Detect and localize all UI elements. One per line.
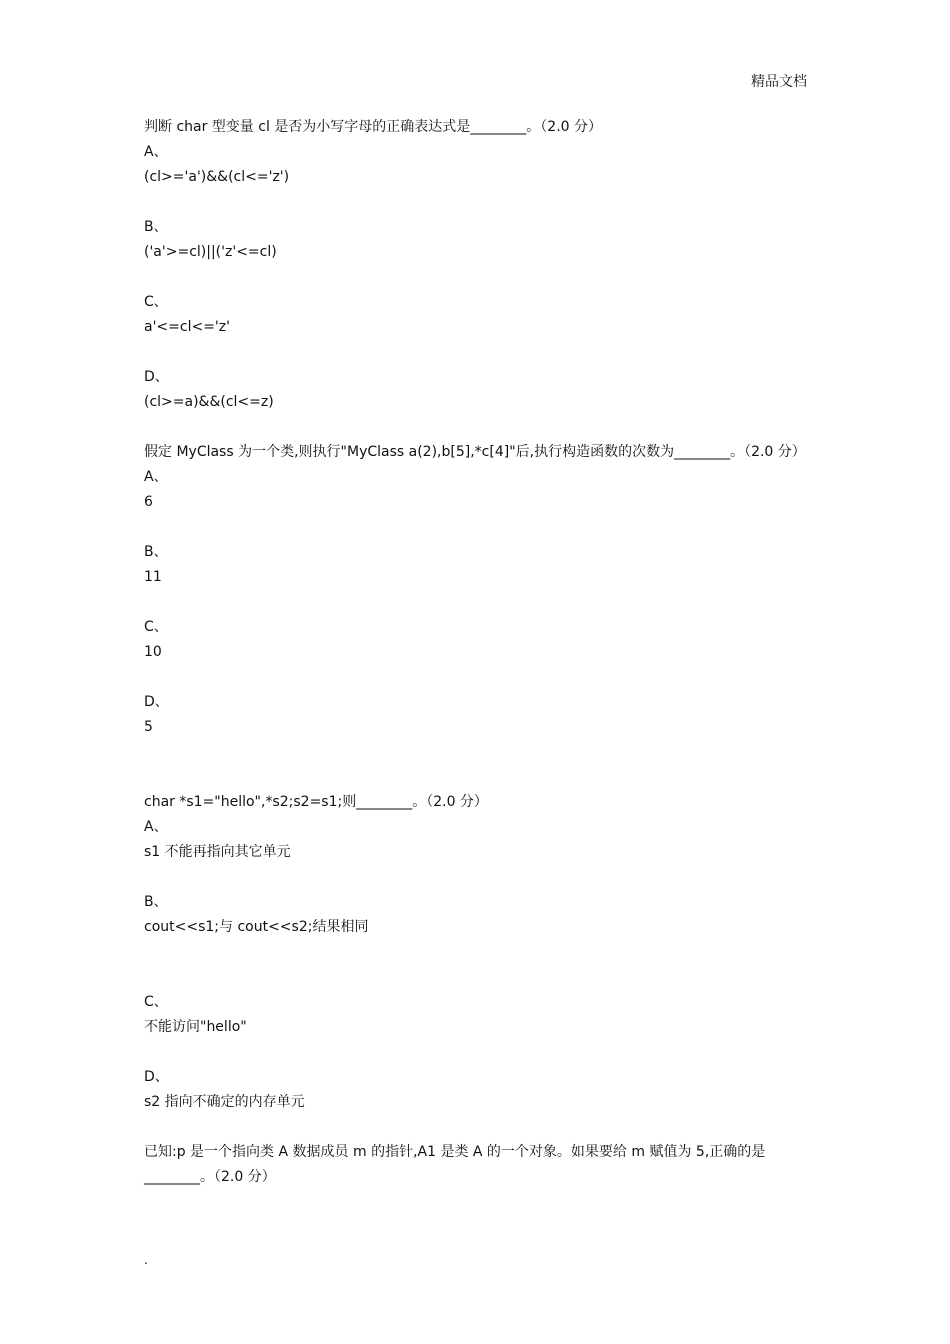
option-label: A、 (144, 144, 168, 160)
question-2 (144, 440, 810, 790)
option-label: C、 (144, 994, 168, 1010)
option-label: D、 (144, 694, 169, 710)
option-label: C、 (144, 619, 168, 635)
option-text: 11 (144, 569, 162, 585)
page-header: 精品文档 (751, 74, 807, 90)
option-text: a'<=cl<='z' (144, 319, 230, 335)
option-text: (cl>=a)&&(cl<=z) (144, 394, 274, 410)
option-label: D、 (144, 1069, 169, 1085)
option-text: (cl>='a')&&(cl<='z') (144, 169, 290, 185)
option-text: 5 (144, 719, 153, 735)
option-label: D、 (144, 369, 169, 385)
footer-mark: . (144, 1253, 148, 1267)
option-text: 10 (144, 644, 162, 660)
option-label: A、 (144, 469, 168, 485)
question-1 (144, 115, 810, 440)
question-text: 判断 char 型变量 cl 是否为小写字母的正确表达式是________。（2.0 分） (144, 119, 603, 135)
option-label: B、 (144, 894, 168, 910)
option-text: s2 指向不确定的内存单元 (144, 1094, 305, 1110)
option-text: ('a'>=cl)||('z'<=cl) (144, 244, 277, 260)
question-text: char *s1="hello",*s2;s2=s1;则________。（2.0 分） (144, 794, 488, 810)
option-label: C、 (144, 294, 168, 310)
question-text: 假定 MyClass 为一个类,则执行"MyClass a(2),b[5],*c[4]"后,执行构造函数的次数为________。（2.0 分） (144, 444, 806, 460)
option-text: 不能访问"hello" (144, 1019, 247, 1035)
option-label: A、 (144, 819, 168, 835)
question-3 (144, 790, 810, 1140)
question-list (144, 115, 810, 1190)
option-text: cout<<s1;与 cout<<s2;结果相同 (144, 919, 369, 935)
option-label: B、 (144, 544, 168, 560)
question-4 (144, 1140, 810, 1190)
question-text: 已知:p 是一个指向类 A 数据成员 m 的指针,A1 是类 A 的一个对象。如果要给 m 赋值为 5,正确的是________。（2.0 分） (144, 1144, 766, 1185)
option-text: s1 不能再指向其它单元 (144, 844, 291, 860)
option-text: 6 (144, 494, 153, 510)
option-label: B、 (144, 219, 168, 235)
